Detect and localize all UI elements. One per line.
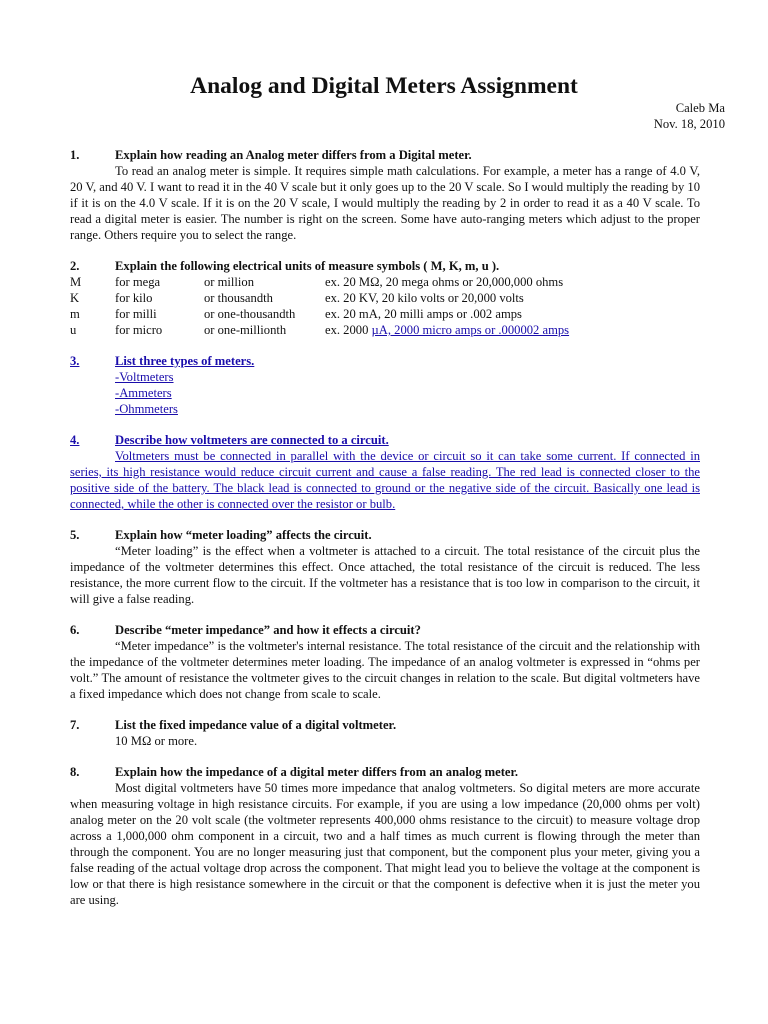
document-body <box>70 147 700 923</box>
unit-symbol: u <box>70 323 77 337</box>
question-text: Describe how voltmeters are connected to a circuit. <box>115 433 389 447</box>
unit-symbol: K <box>70 291 80 305</box>
list-item[interactable]: -Voltmeters <box>115 370 174 384</box>
question-8-heading <box>70 764 700 780</box>
question-1 <box>70 147 700 243</box>
unit-symbol: M <box>70 275 82 289</box>
unit-meaning: or one-millionth <box>204 323 287 337</box>
unit-meaning: or million <box>204 275 255 289</box>
question-text: Explain the following electrical units of measure symbols ( M, K, m, u ). <box>115 259 500 273</box>
question-5 <box>70 527 700 607</box>
table-row <box>70 274 569 290</box>
list-item[interactable]: -Ammeters <box>115 386 172 400</box>
question-number: 4. <box>70 433 80 447</box>
question-3-heading[interactable] <box>70 353 700 369</box>
question-6 <box>70 622 700 702</box>
unit-example: ex. 20 KV, 20 kilo volts or 20,000 volts <box>325 291 524 305</box>
question-text: Describe “meter impedance” and how it effects a circuit? <box>115 623 421 637</box>
question-number: 1. <box>70 148 80 162</box>
example-prefix: ex. 2000 <box>325 323 372 337</box>
answer-text: “Meter impedance” is the voltmeter's internal resistance. The total resistance of the circuit and the relationship with the impedance of the voltmeter determines meter loading. The impedance of an analog voltmeter is expressed in “ohms per volt.” The amount of resistance the voltmeter gives to the circuit changes in relation to the scale. But digital voltmeters have a fixed impedance which does not change from scale to scale. <box>70 639 700 701</box>
question-number: 5. <box>70 528 80 542</box>
question-7-heading <box>70 717 700 733</box>
page-title: Analog and Digital Meters Assignment <box>190 73 578 99</box>
answer-text: “Meter loading” is the effect when a voltmeter is attached to a circuit. The total resistance of the circuit plus the impedance of the voltmeter determines this effect. Once attached, the total resistance of the circuit is reduced. The less resistance, the more current flow to the circuit. If the voltmeter has a resistance that is too low in comparison to the circuit, it will give a false reading. <box>70 544 700 606</box>
table-row <box>70 306 569 322</box>
units-table <box>70 274 569 338</box>
question-text: Explain how “meter loading” affects the circuit. <box>115 528 372 542</box>
unit-meaning: or thousandth <box>204 291 273 305</box>
question-number: 3. <box>70 354 80 368</box>
unit-prefix: for milli <box>115 307 157 321</box>
example-link[interactable]: µA, 2000 micro amps or .000002 amps <box>371 323 570 337</box>
question-text: List three types of meters. <box>115 354 255 368</box>
question-4-heading[interactable] <box>70 432 700 448</box>
question-text: Explain how the impedance of a digital meter differs from an analog meter. <box>115 765 519 779</box>
question-5-heading <box>70 527 700 543</box>
unit-example <box>325 322 569 338</box>
unit-example: ex. 20 MΩ, 20 mega ohms or 20,000,000 ohms <box>325 275 564 289</box>
question-2 <box>70 258 700 338</box>
author-name: Caleb Ma <box>675 101 725 115</box>
list-item[interactable]: -Ohmmeters <box>115 402 178 416</box>
question-number: 2. <box>70 259 80 273</box>
unit-meaning: or one-thousandth <box>204 307 296 321</box>
question-number: 7. <box>70 718 80 732</box>
document-date: Nov. 18, 2010 <box>653 117 725 131</box>
question-7 <box>70 717 700 749</box>
unit-symbol: m <box>70 307 80 321</box>
table-row <box>70 290 569 306</box>
unit-example: ex. 20 mA, 20 milli amps or .002 amps <box>325 307 522 321</box>
unit-prefix: for mega <box>115 275 161 289</box>
table-row <box>70 322 569 338</box>
unit-prefix: for micro <box>115 323 163 337</box>
answer-text: To read an analog meter is simple. It requires simple math calculations. For example, a meter has a range of 4.0 V, 20 V, and 40 V. I want to read it in the 40 V scale but it only goes up to the 20 V scale. So I would multiply the reading by 10 if it is on the 4.0 V scale. If it is on the 20 V scale, I would multiply the reading by 2 in order to read it as a 40 V scale. To read a digital meter is easier. The number is right on the screen. Some have auto-ranging meters which adjust to the proper range. Others require you to select the range. <box>70 164 700 242</box>
answer-text: Most digital voltmeters have 50 times more impedance that analog voltmeters. So digital meters are more accurate when measuring voltage in high resistance circuits. For example, if you are using a low impedance (20,000 ohms per volt) analog meter on the 20 volt scale (the voltmeter represents 400,000 ohms resistance to the circuit) to measure voltage drop across a 1,000,000 ohm component in a circuit, two and a half times as much current is flowing through the meter than through the component. You are no longer measuring just that component, but the component plus your meter, giving you a false reading of the actual voltage drop across the component. That might lead you to believe the voltage at the component is low or that there is high resistance somewhere in the circuit or that the component is defective when it is just the meter you are using. <box>70 781 700 907</box>
question-3 <box>70 353 700 417</box>
question-text: Explain how reading an Analog meter differs from a Digital meter. <box>115 148 472 162</box>
answer-text: 10 MΩ or more. <box>115 734 198 748</box>
question-number: 6. <box>70 623 80 637</box>
question-1-heading <box>70 147 700 163</box>
question-number: 8. <box>70 765 80 779</box>
question-text: List the fixed impedance value of a digital voltmeter. <box>115 718 397 732</box>
question-8 <box>70 764 700 908</box>
unit-prefix: for kilo <box>115 291 153 305</box>
question-6-heading <box>70 622 700 638</box>
question-2-heading <box>70 258 700 274</box>
answer-text[interactable]: Voltmeters must be connected in parallel with the device or circuit so it can take some current. If connected in series, its high resistance would reduce circuit current and cause a false reading. The red lead is connected closer to the positive side of the battery. The black lead is connected to ground or the negative side of the circuit. Basically one lead is connected, while the other is connected over the resistor or bulb. <box>70 449 700 511</box>
question-4 <box>70 432 700 512</box>
